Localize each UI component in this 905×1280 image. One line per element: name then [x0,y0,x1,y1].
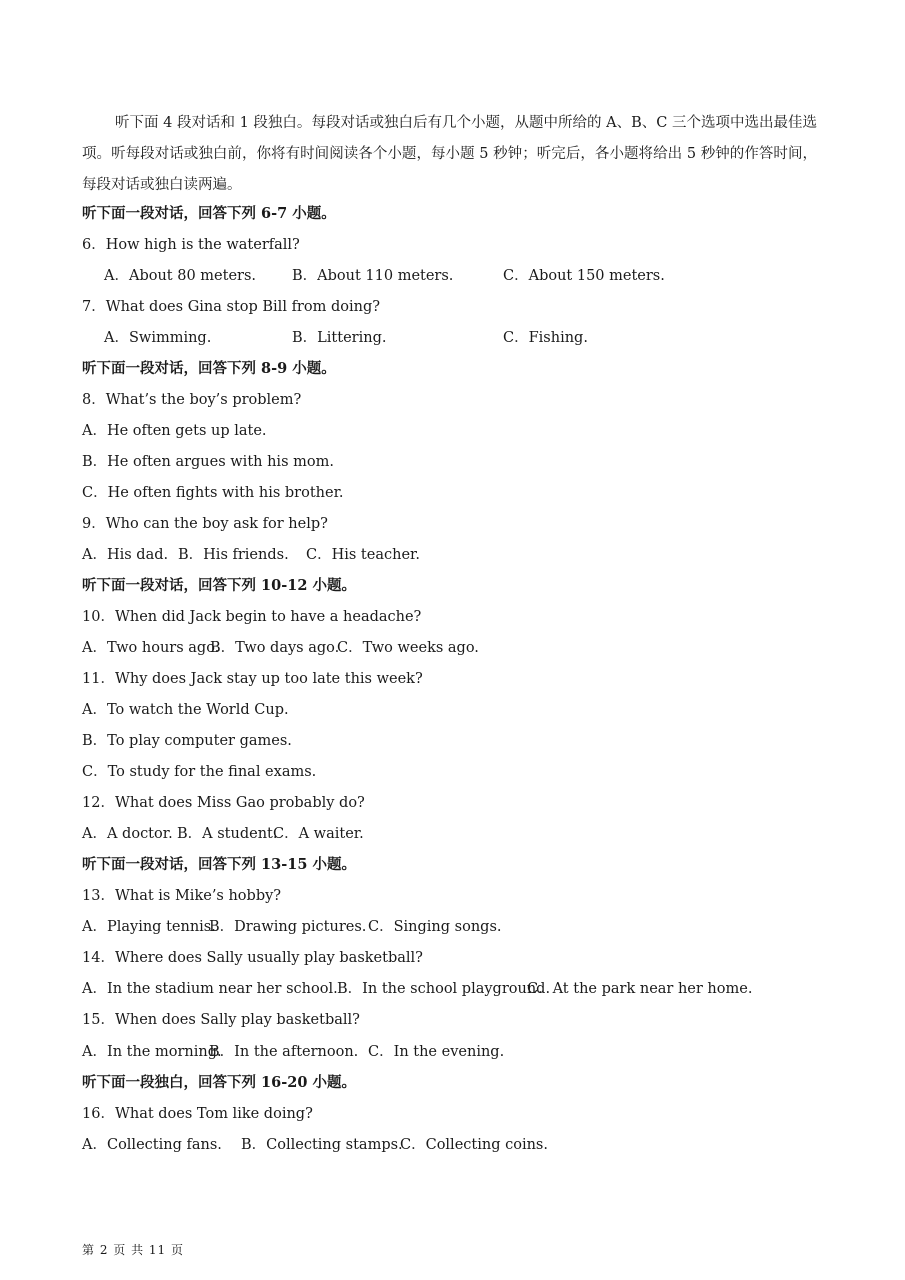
listening-instructions: 听下面 4 段对话和 1 段独白。每段对话或独白后有几个小题，从题中所给的 A、B、C 三个选项中选出最佳选项。听每段对话或独白前，你将有时间阅读各个小题，每小题 5 秒钟；听完后，各小题将给出 5 秒钟的作答时间，每段对话或独白读两遍。 [82,115,817,193]
question-6-stem: 6．How high is the waterfall? [82,237,300,253]
question-8-option-a: A．He often gets up late. [82,423,267,439]
question-13-option-b: B．Drawing pictures. [209,919,367,935]
question-9-option-b: B．His friends. [178,547,289,563]
question-10-option-c: C．Two weeks ago. [337,640,479,656]
question-7-option-c: C．Fishing. [503,330,588,346]
question-8-option-b: B．He often argues with his mom. [82,454,334,470]
question-16-option-c: C．Collecting coins. [400,1137,548,1153]
question-15-option-c: C．In the evening. [368,1044,505,1060]
question-14-option-c: C．At the park near her home. [527,981,753,997]
question-16-option-a: A．Collecting fans. [82,1137,222,1153]
question-12-option-c: C．A waiter. [273,826,364,842]
question-14-option-b: B．In the school playground. [337,981,551,997]
question-14-stem: 14．Where does Sally usually play basketball? [82,950,423,966]
question-7-option-b: B．Littering. [292,330,387,346]
question-15-option-b: B．In the afternoon. [209,1044,359,1060]
question-16-stem: 16．What does Tom like doing? [82,1106,313,1122]
question-12-option-a: A．A doctor. [82,826,173,842]
question-6-option-c: C．About 150 meters. [503,268,665,284]
question-9-option-a: A．His dad. [82,547,169,563]
section-heading-16-20: 听下面一段独白，回答下列 16-20 小题。 [82,1074,356,1091]
question-14-option-a: A．In the stadium near her school. [82,981,338,997]
question-10-option-a: A．Two hours ago. [82,640,220,656]
question-10-stem: 10．When did Jack begin to have a headache? [82,609,422,625]
question-10-option-b: B．Two days ago. [210,640,340,656]
question-6-option-b: B．About 110 meters. [292,268,454,284]
section-heading-8-9: 听下面一段对话，回答下列 8-9 小题。 [82,360,336,377]
question-15-option-a: A．In the morning. [82,1044,222,1060]
question-11-option-b: B．To play computer games. [82,733,292,749]
question-11-option-a: A．To watch the World Cup. [82,702,289,718]
question-8-option-c: C．He often fights with his brother. [82,485,344,501]
question-13-option-a: A．Playing tennis. [82,919,216,935]
page-number-footer: 第 2 页 共 11 页 [82,1243,184,1257]
question-9-stem: 9．Who can the boy ask for help? [82,516,328,532]
question-12-stem: 12．What does Miss Gao probably do? [82,795,365,811]
question-15-stem: 15．When does Sally play basketball? [82,1012,360,1028]
question-7-stem: 7．What does Gina stop Bill from doing? [82,299,381,315]
question-13-option-c: C．Singing songs. [368,919,502,935]
section-heading-10-12: 听下面一段对话，回答下列 10-12 小题。 [82,577,356,594]
question-12-option-b: B．A student. [177,826,278,842]
question-8-stem: 8．What’s the boy’s problem? [82,392,302,408]
question-9-option-c: C．His teacher. [306,547,420,563]
question-13-stem: 13．What is Mike’s hobby? [82,888,282,904]
question-11-option-c: C．To study for the final exams. [82,764,317,780]
question-6-option-a: A．About 80 meters. [104,268,257,284]
section-heading-6-7: 听下面一段对话，回答下列 6-7 小题。 [82,205,336,222]
question-7-option-a: A．Swimming. [104,330,212,346]
question-11-stem: 11．Why does Jack stay up too late this week? [82,671,423,687]
question-16-option-b: B．Collecting stamps. [241,1137,403,1153]
section-heading-13-15: 听下面一段对话，回答下列 13-15 小题。 [82,856,356,873]
